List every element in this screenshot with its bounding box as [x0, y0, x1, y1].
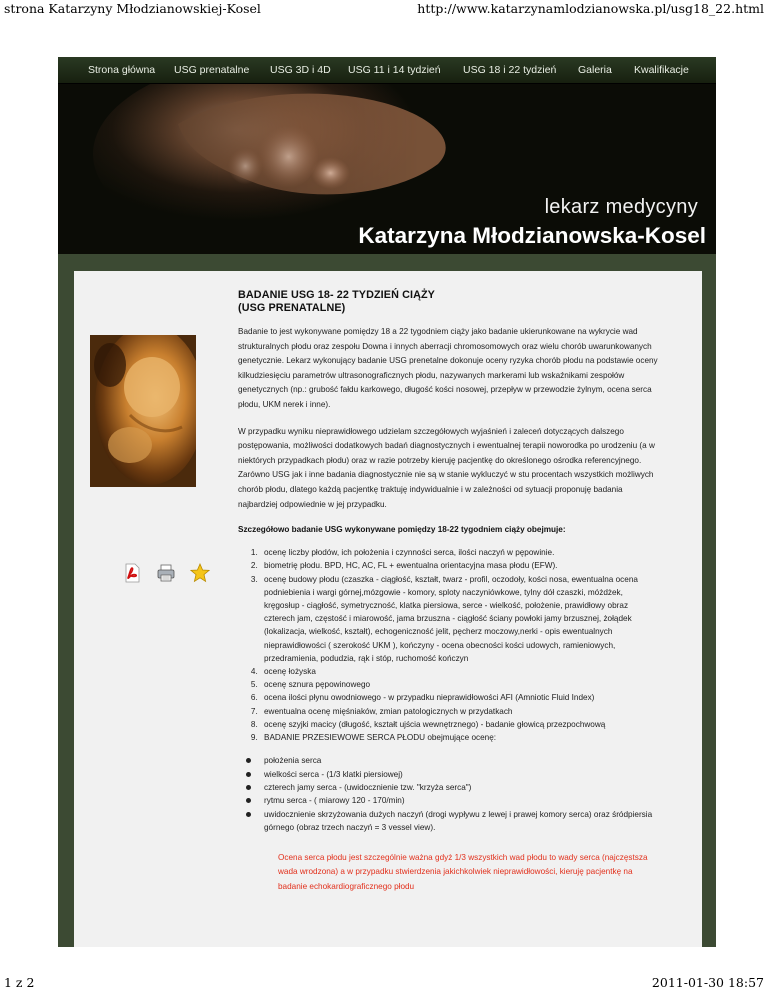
exam-scope-list	[238, 546, 658, 744]
list-item: 4. ocenę łożyska	[260, 665, 658, 678]
nav-item-usg-18-22[interactable]: USG 18 i 22 tydzień	[463, 64, 557, 76]
heart-note: Ocena serca płodu jest szczególnie ważna gdyż 1/3 wszystkich wad płodu to wady serca (najczęstsza wada wrodzona) a w przypadku stwierdzenia jakichkolwiek nieprawidłowości, kieruję pacjentkę na badanie echokardiograficznego płodu	[278, 852, 648, 891]
star-icon[interactable]	[190, 563, 210, 583]
hero-subtitle: lekarz medycyny	[544, 196, 698, 218]
nav-item-home[interactable]: Strona główna	[88, 64, 156, 76]
list-item: 3. ocenę budowy płodu (czaszka - ciągłość, kształt, twarz - profil, oczodoły, kości nosa, ewentualna ocena podniebienia i wargi górnej,mózgowie - komory, sploty naczyniówkowe, tylny dół czaszki, móżdżek, kręgosłup - ciągłość, symetryczność, klatka piersiowa, serce - wielkość, położenie, prawidłowy obraz czterech jam, częstość i miarowość, jama brzuszna - ciągłość ściany powłoki jamy brzusznej, żołądek (lokalizacja, wielkość, kształt), echogeniczność jelit, pęcherz moczowy,nerki - opis ewentualnych nieprawidłowości ( szerokość UKM ), kończyny - ocena obecności kości udowych, ramieniowych, przedramienia, podudzia, rąk i stóp, ruchomość kończyn	[260, 573, 658, 665]
bullet-item: uwidocznienie skrzyżowania dużych naczyń (drogi wypływu z lewej i prawej komory serca) oraz śródpiersia górnego (obraz trzech naczyń = 3 vessel view).	[260, 808, 658, 835]
bullet-item: położenia serca	[260, 754, 658, 767]
list-item: 5. ocenę sznura pępowinowego	[260, 678, 658, 691]
article-paragraph-2: W przypadku wyniku nieprawidłowego udzielam szczegółowych wyjaśnień i zaleceń dotyczących dalszego postępowania, możliwości dodatkowych badań diagnostycznych i ewentualnej terapii noworodka po urodzeniu (a w niektórych przypadkach płodu) oraz w razie potrzeby kieruję pacjentkę do określonego ośrodka referencyjnego. Zarówno USG jak i inne badania diagnostycznie nie są w stanie wykluczyć w stu procentach wszystkich możliwych chorób płodu, dlatego każdą pacjentkę traktuję indywidualnie i w zależności od sytuacji proponuję badania najbardziej odpowiednie w jej przypadku.	[238, 426, 655, 509]
print-timestamp: 2011-01-30 18:57	[651, 975, 764, 990]
nav-item-gallery[interactable]: Galeria	[578, 64, 612, 76]
article-heading-line2: (USG PRENATALNE)	[238, 302, 346, 314]
list-item: 7. ewentualna ocenę mięśniaków, zmian patologicznych w przydatkach	[260, 705, 658, 718]
article	[238, 289, 658, 894]
ultrasound-3d-photo	[90, 335, 196, 487]
header-banner	[58, 84, 716, 254]
heart-screening-list	[238, 754, 658, 834]
pdf-icon[interactable]	[122, 563, 142, 583]
website	[58, 57, 716, 947]
content-panel	[74, 271, 702, 947]
list-item: 6. ocena ilości płynu owodniowego - w przypadku nieprawidłowości AFI (Amniotic Fluid Index)	[260, 691, 658, 704]
print-page-title: strona Katarzyny Młodzianowskiej-Kosel	[4, 1, 261, 16]
list-item: 2. biometrię płodu. BPD, HC, AC, FL + ewentualna orientacyjna masa płodu (EFW).	[260, 559, 658, 572]
nav-item-usg-prenatal[interactable]: USG prenatalne	[174, 64, 250, 76]
print-header	[0, 0, 768, 20]
list-item: 9. BADANIE PRZESIEWOWE SERCA PŁODU obejmujące ocenę:	[260, 731, 658, 744]
nav-item-qualifications[interactable]: Kwalifikacje	[634, 64, 689, 76]
list-item: 1. ocenę liczby płodów, ich położenia i czynności serca, ilości naczyń w pępowinie.	[260, 546, 658, 559]
print-footer	[0, 972, 768, 994]
article-heading-line1: BADANIE USG 18- 22 TYDZIEŃ CIĄŻY	[238, 289, 435, 301]
print-icon[interactable]	[156, 563, 176, 583]
article-paragraph-1: Badanie to jest wykonywane pomiędzy 18 a 22 tygodniem ciąży jako badanie ukierunkowane na wykrycie wad strukturalnych płodu oraz zespołu Downa i innych aberracji chromosomowych oraz wielu chorób uwarunkowanych genetycznie. Lekarz wykonujący badanie USG prenetalne dokonuje oceny ryzyka chorób płodu na podstawie oceny kilkudziesięciu parametrów ultrasonograficznych płodu, nazywanych markerami lub wskaźnikami zespołów genetycznych (np.: grubość fałdu karkowego, długość kości nosowej, przepływ w przewodzie żylnym, ocena serca płodu, UKM nerek i inne).	[238, 327, 658, 409]
action-icons	[122, 563, 230, 585]
print-page-number: 1 z 2	[4, 975, 35, 990]
nav-item-usg-11-14[interactable]: USG 11 i 14 tydzień	[348, 64, 441, 76]
hero-title: Katarzyna Młodzianowska-Kosel	[358, 223, 706, 248]
bullet-item: wielkości serca - (1/3 klatki piersiowej)	[260, 768, 658, 781]
bullet-item: czterech jamy serca - (uwidocznienie tzw. "krzyża serca")	[260, 781, 658, 794]
list-item: 8. ocenę szyjki macicy (długość, kształt ujścia wewnętrznego) - badanie głowicą przezpochwową	[260, 718, 658, 731]
list-intro: Szczegółowo badanie USG wykonywane pomiędzy 18-22 tygodniem ciąży obejmuje:	[238, 525, 566, 535]
print-url: http://www.katarzynamlodzianowska.pl/usg18_22.html	[417, 1, 764, 16]
nav-item-usg-3d-4d[interactable]: USG 3D i 4D	[270, 64, 331, 76]
main-navigation	[58, 57, 716, 84]
bullet-item: rytmu serca - ( miarowy 120 - 170/min)	[260, 794, 658, 807]
article-heading	[238, 289, 658, 315]
